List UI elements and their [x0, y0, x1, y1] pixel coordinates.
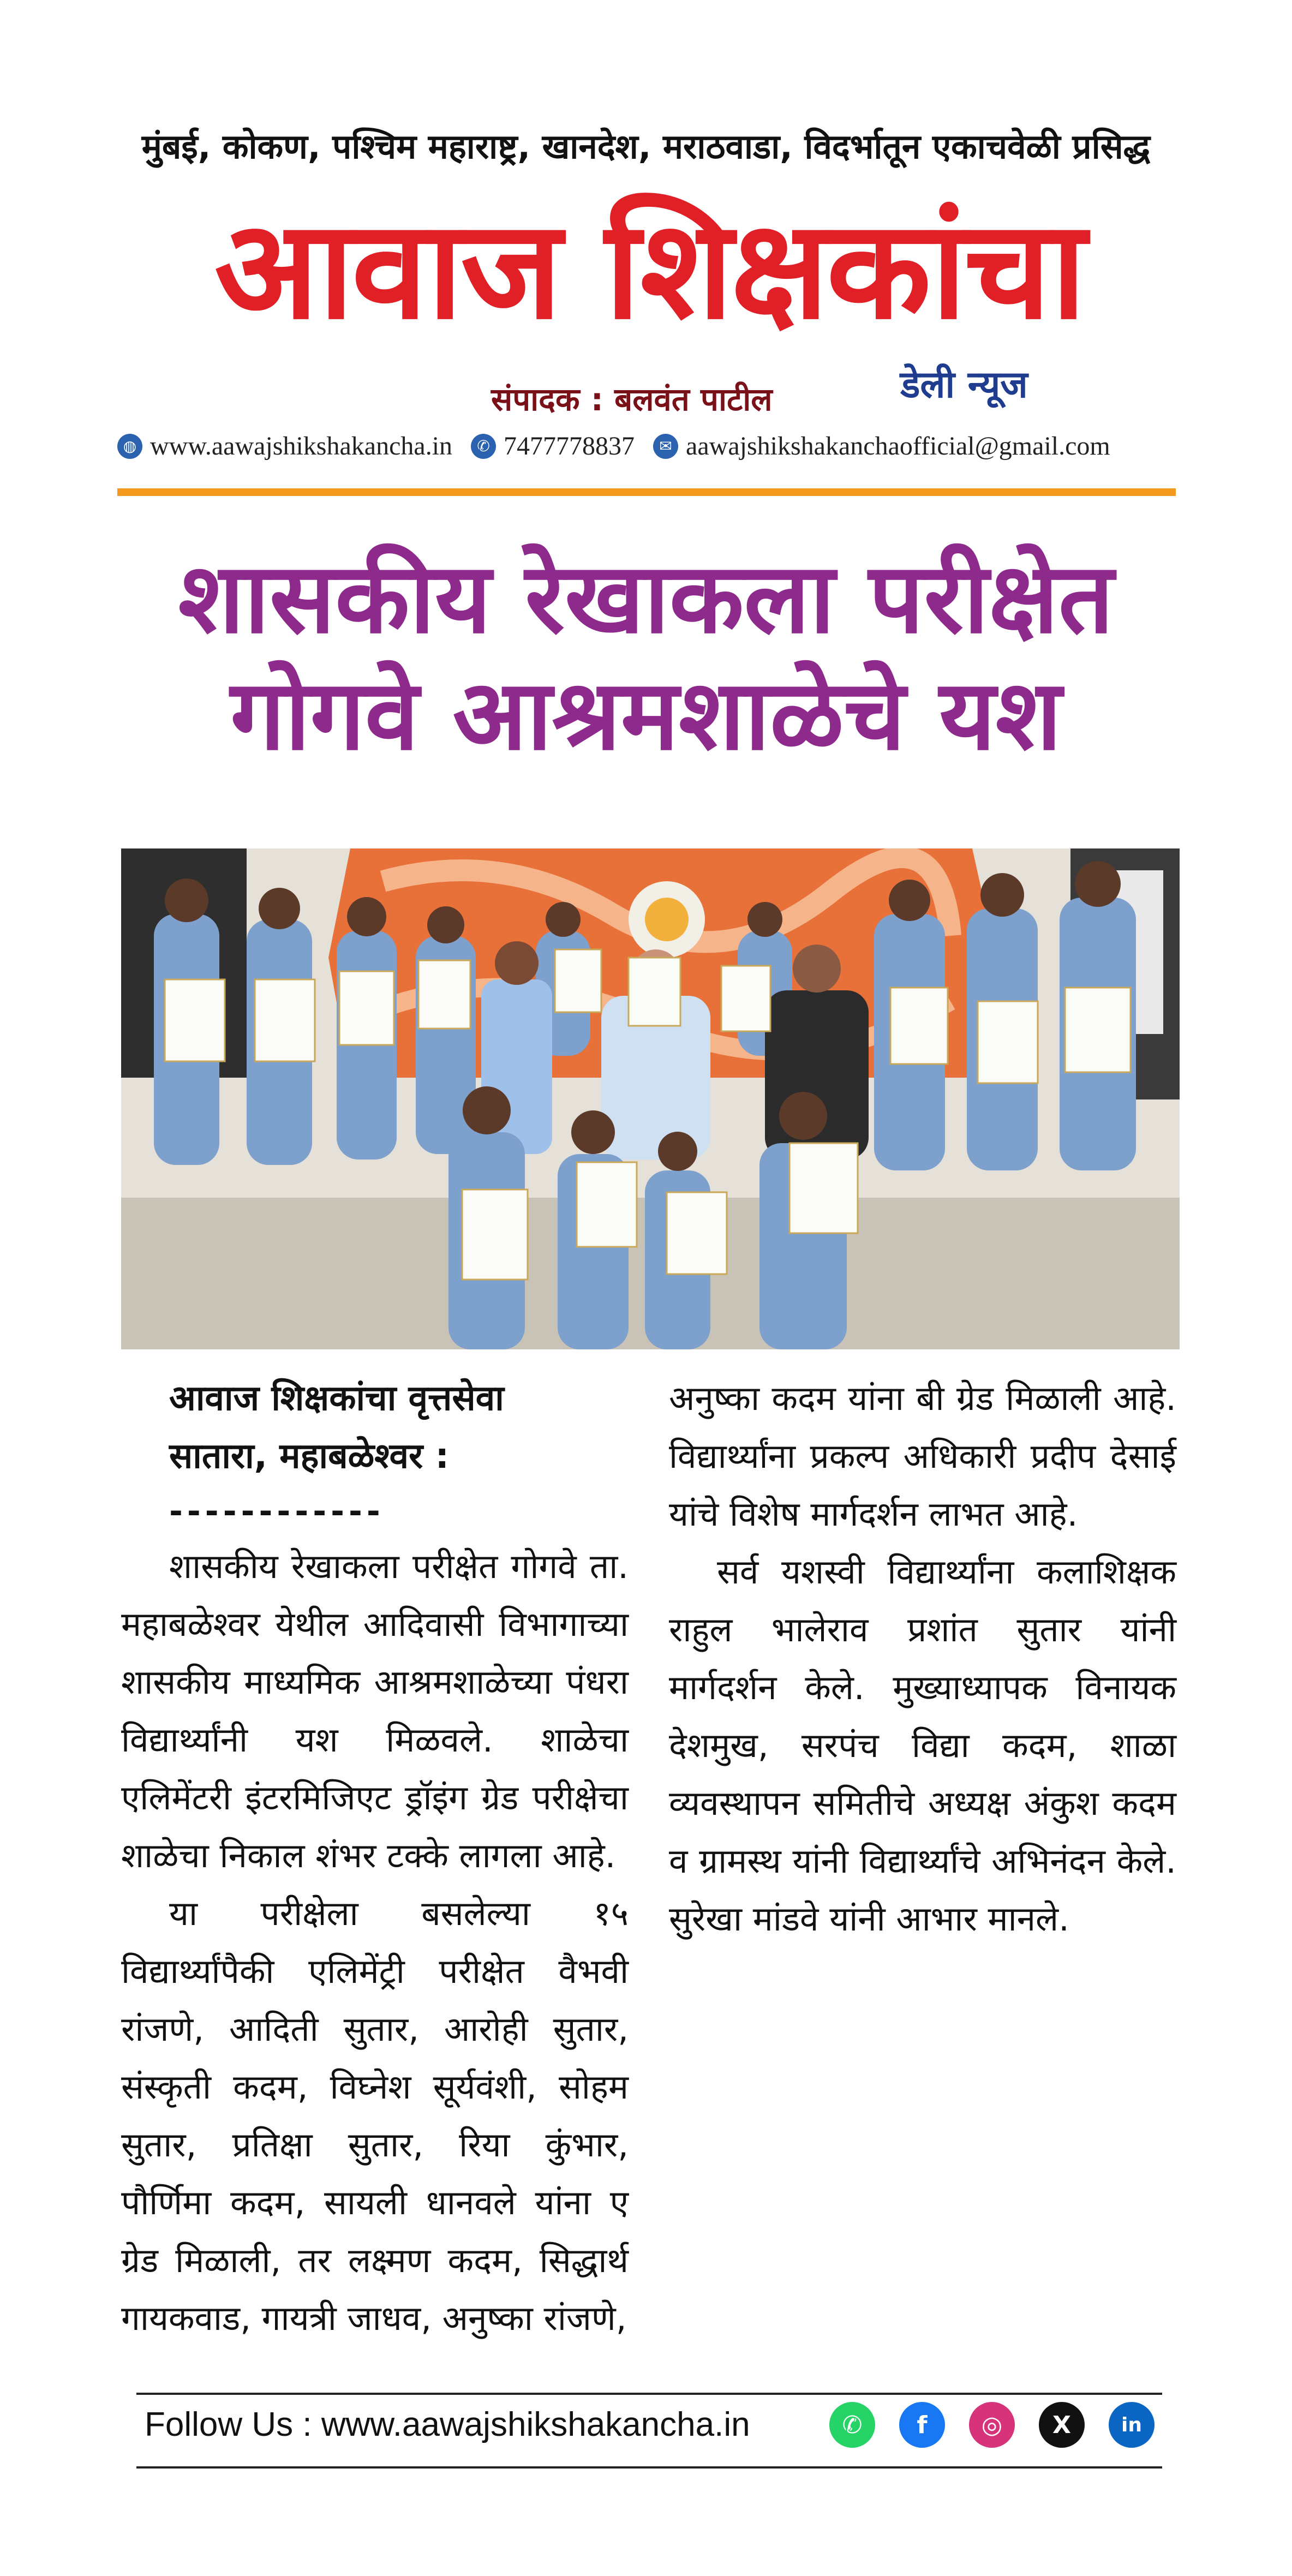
globe-icon: ◍ [117, 434, 142, 459]
masthead-tagline: मुंबई, कोकण, पश्चिम महाराष्ट्र, खानदेश, मराठवाडा, विदर्भातून एकाचवेळी प्रसिद्ध [141, 127, 1151, 166]
follow-us-text[interactable]: Follow Us : www.aawajshikshakancha.in [145, 2406, 750, 2443]
byline-agency: आवाज शिक्षकांचा वृत्तसेवा [169, 1378, 504, 1419]
article-column-left [121, 1370, 629, 2347]
social-links [829, 2402, 1179, 2448]
footer-bottom-rule [136, 2466, 1162, 2469]
article-paragraph-2: या परीक्षेला बसलेल्या १५ विद्यार्थ्यांपैकी एलिमेंट्री परीक्षेत वैभवी रांजणे, आदिती सुतार, आरोही सुतार, संस्कृती कदम, विघ्नेश सूर्यवंशी, सोहम सुतार, प्रतिक्षा सुतार, रिया कुंभार, पौर्णिमा कदम, सायली धानवले यांना ए ग्रेड मिळाली, तर लक्ष्मण कदम, सिद्धार्थ गायकवाड, गायत्री जाधव, अनुष्का रांजणे, [121, 1893, 629, 2338]
whatsapp-icon[interactable]: ✆ [829, 2402, 875, 2448]
header-divider [117, 488, 1176, 496]
byline-separator: ------------ [169, 1492, 385, 1531]
email-contact [653, 431, 1110, 461]
article-headline [82, 540, 1210, 773]
article-paragraph-3: सर्व यशस्वी विद्यार्थ्यांना कलाशिक्षक राहुल भालेराव प्रशांत सुतार यांनी मार्गदर्शन केले. मुख्याध्यापक विनायक देशमुख, सरपंच विद्या कदम, शाळा व्यवस्थापन समितीचे अध्यक्ष अंकुश कदम व ग्रामस्थ यांनी विद्यार्थ्यांचे अभिनंदन केले. सुरेखा मांडवे यांनी आभार मानले. [669, 1552, 1176, 1939]
article-paragraph-2-continued: अनुष्का कदम यांना बी ग्रेड मिळाली आहे. विद्यार्थ्यांना प्रकल्प अधिकारी प्रदीप देसाई यांचे विशेष मार्गदर्शन लाभत आहे. [669, 1378, 1176, 1534]
facebook-icon[interactable]: f [899, 2402, 945, 2448]
contact-bar [117, 431, 1181, 461]
editor-credit: संपादक : बलवंत पाटील [491, 381, 773, 418]
article-column-right [669, 1370, 1176, 1948]
website-link[interactable]: www.aawajshikshakancha.in [150, 432, 453, 461]
byline-dateline: सातारा, महाबळेश्वर : [169, 1436, 450, 1477]
article-paragraph-1: शासकीय रेखाकला परीक्षेत गोगवे ता. महाबळेश्वर येथील आदिवासी विभागाच्या शासकीय माध्यमिक आश्रमशाळेच्या पंधरा विद्यार्थ्यांनी यश मिळवले. शाळेचा एलिमेंटरी इंटरमिजिएट ड्रॉइंग ग्रेड परीक्षेचा शाळेचा निकाल शंभर टक्के लागला आहे. [121, 1546, 629, 1875]
x-icon[interactable]: X [1039, 2402, 1085, 2448]
email-link[interactable]: aawajshikshakanchaofficial@gmail.com [686, 432, 1110, 461]
instagram-icon[interactable]: ◎ [969, 2402, 1015, 2448]
email-icon: ✉ [653, 434, 678, 459]
headline-line-1: शासकीय रेखाकला परीक्षेत [178, 542, 1114, 655]
footer-top-rule [136, 2393, 1162, 2395]
website-contact [117, 431, 452, 461]
phone-number[interactable]: 7477778837 [504, 432, 635, 461]
phone-icon: ✆ [471, 434, 496, 459]
phone-contact [471, 431, 635, 461]
edition-label: डेली न्यूज [900, 363, 1028, 407]
newspaper-masthead: आवाज शिक्षकांचा [214, 190, 1085, 349]
linkedin-icon[interactable]: in [1109, 2402, 1155, 2448]
headline-line-2: गोगवे आश्रमशाळेचे यश [230, 658, 1062, 772]
group-photo [121, 848, 1180, 1349]
